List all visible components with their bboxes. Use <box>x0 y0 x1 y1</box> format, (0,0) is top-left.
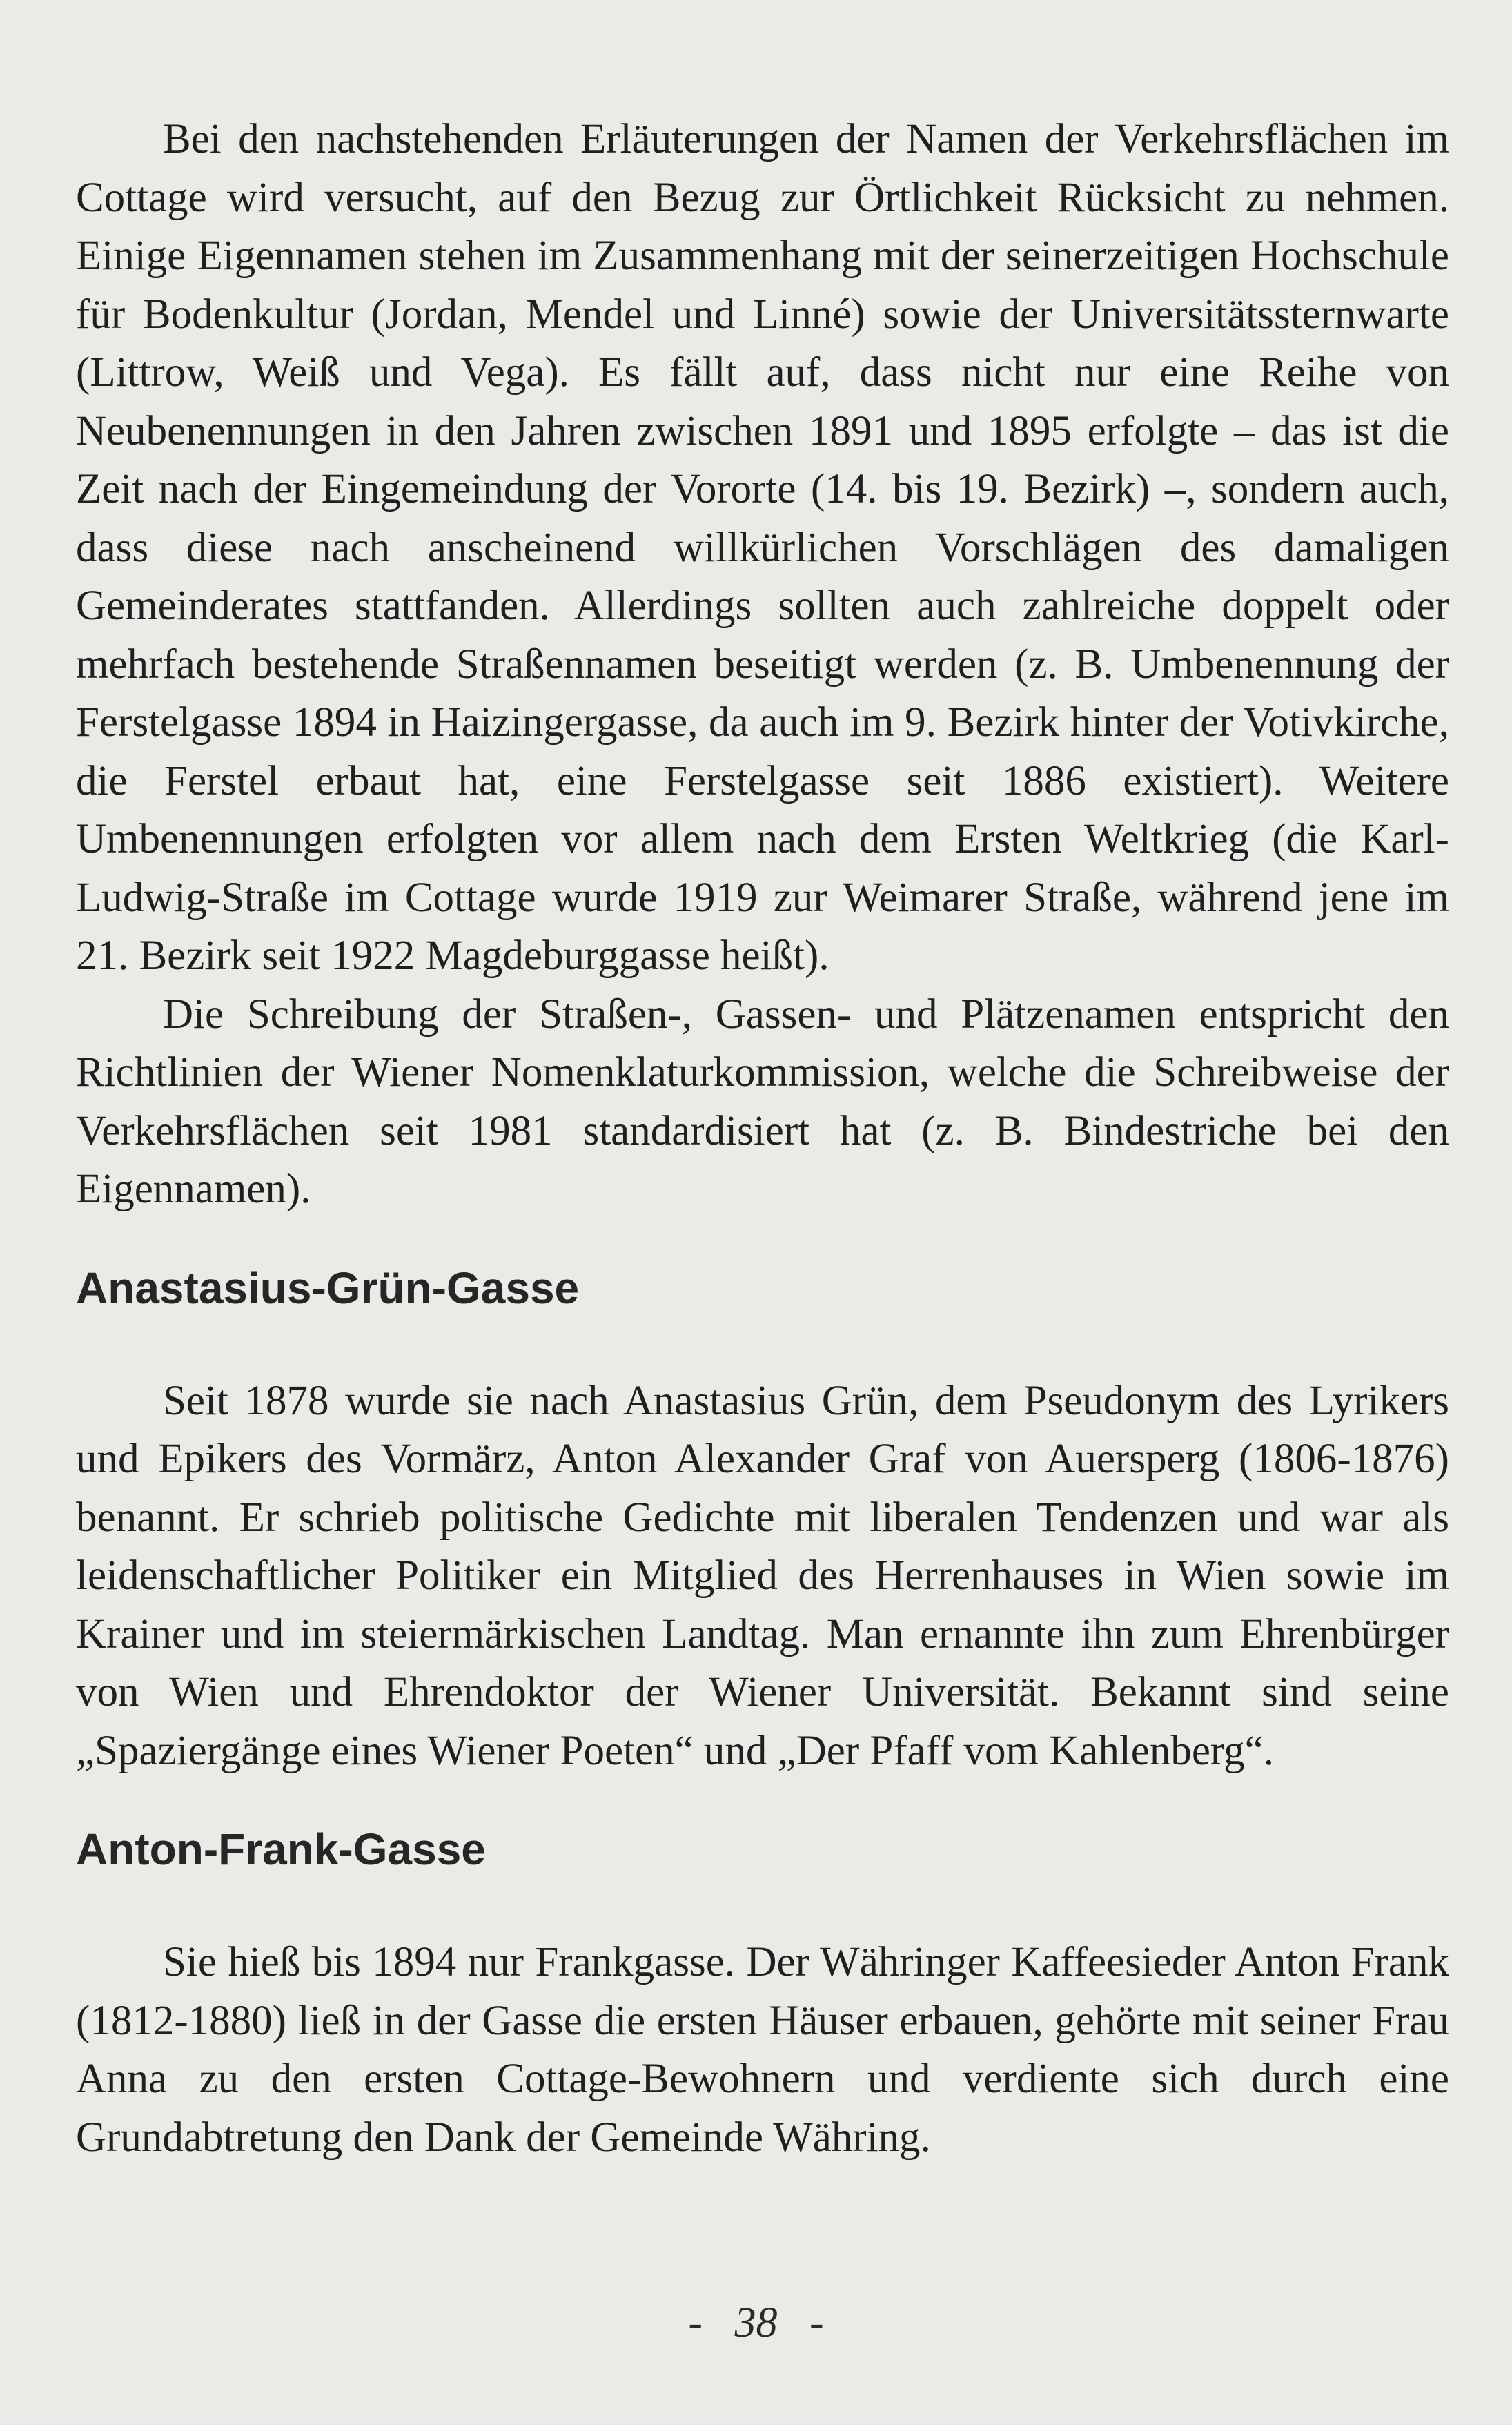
intro-paragraph-2: Die Schreibung der Straßen-, Gassen- und Plätzenamen entspricht den Richtlinien der Wiener Nomenklaturkommission, welche die Schreibweise der Verkehrsflächen seit 1981 standardisiert hat (z. B. Bindestriche bei den Eigennamen). <box>76 991 1449 1212</box>
section-text-anton-frank-gasse: Sie hieß bis 1894 nur Frankgasse. Der Währinger Kaffeesieder Anton Frank (1812-1880) ließ in der Gasse die ersten Häuser erbauen, gehörte mit seiner Frau Anna zu den ersten Cottage-Bewohnern und verdiente sich durch eine Grundabtretung den Dank der Gemeinde Währing. <box>76 1939 1449 2161</box>
intro-paragraph-1: Bei den nachstehenden Erläuterungen der Namen der Verkehrsflächen im Cottage wird versucht, auf den Bezug zur Örtlichkeit Rücksicht zu nehmen. Einige Eigennamen stehen im Zusammenhang mit der seinerzeitigen Hochschule für Bodenkultur (Jordan, Mendel und Linné) sowie der Universitätssternwarte (Littrow, Weiß und Vega). Es fällt auf, dass nicht nur eine Reihe von Neubenennungen in den Jahren zwischen 1891 und 1895 erfolgte – das ist die Zeit nach der Eingemeindung der Vororte (14. bis 19. Bezirk) –, sondern auch, dass diese nach anscheinend willkürlichen Vorschlägen des damaligen Gemeinderates stattfanden. Allerdings sollten auch zahlreiche doppelt oder mehrfach bestehende Straßennamen beseitigt werden (z. B. Umbenennung der Ferstelgasse 1894 in Haizingergasse, da auch im 9. Bezirk hinter der Votivkirche, die Ferstel erbaut hat, eine Ferstelgasse seit 1886 existiert). Weitere Umbenennungen erfolgten vor allem nach dem Ersten Weltkrieg (die Karl-Ludwig-Straße im Cottage wurde 1919 zur Weimarer Straße, während jene im 21. Bezirk seit 1922 Magdeburggasse heißt). <box>76 116 1449 979</box>
section-heading-anastasius-gruen-gasse: Anastasius-Grün-Gasse <box>76 1263 580 1313</box>
page-content <box>76 110 1449 2167</box>
page-number <box>0 2299 1512 2348</box>
page-number-value: 38 <box>734 2299 778 2346</box>
page-number-dash-left: - <box>688 2299 703 2346</box>
page-number-dash-right: - <box>809 2299 824 2346</box>
section-text-anastasius-gruen-gasse: Seit 1878 wurde sie nach Anastasius Grün, dem Pseudonym des Lyrikers und Epikers des Vormärz, Anton Alexander Graf von Auersperg (1806-1876) benannt. Er schrieb politische Gedichte mit liberalen Tendenzen und war als leidenschaftlicher Politiker ein Mitglied des Herrenhauses in Wien sowie im Krainer und im steiermärkischen Landtag. Man ernannte ihn zum Ehrenbürger von Wien und Ehrendoktor der Wiener Universität. Bekannt sind seine „Spaziergänge eines Wiener Poeten“ und „Der Pfaff vom Kahlenberg“. <box>76 1377 1449 1774</box>
section-heading-anton-frank-gasse: Anton-Frank-Gasse <box>76 1824 486 1874</box>
